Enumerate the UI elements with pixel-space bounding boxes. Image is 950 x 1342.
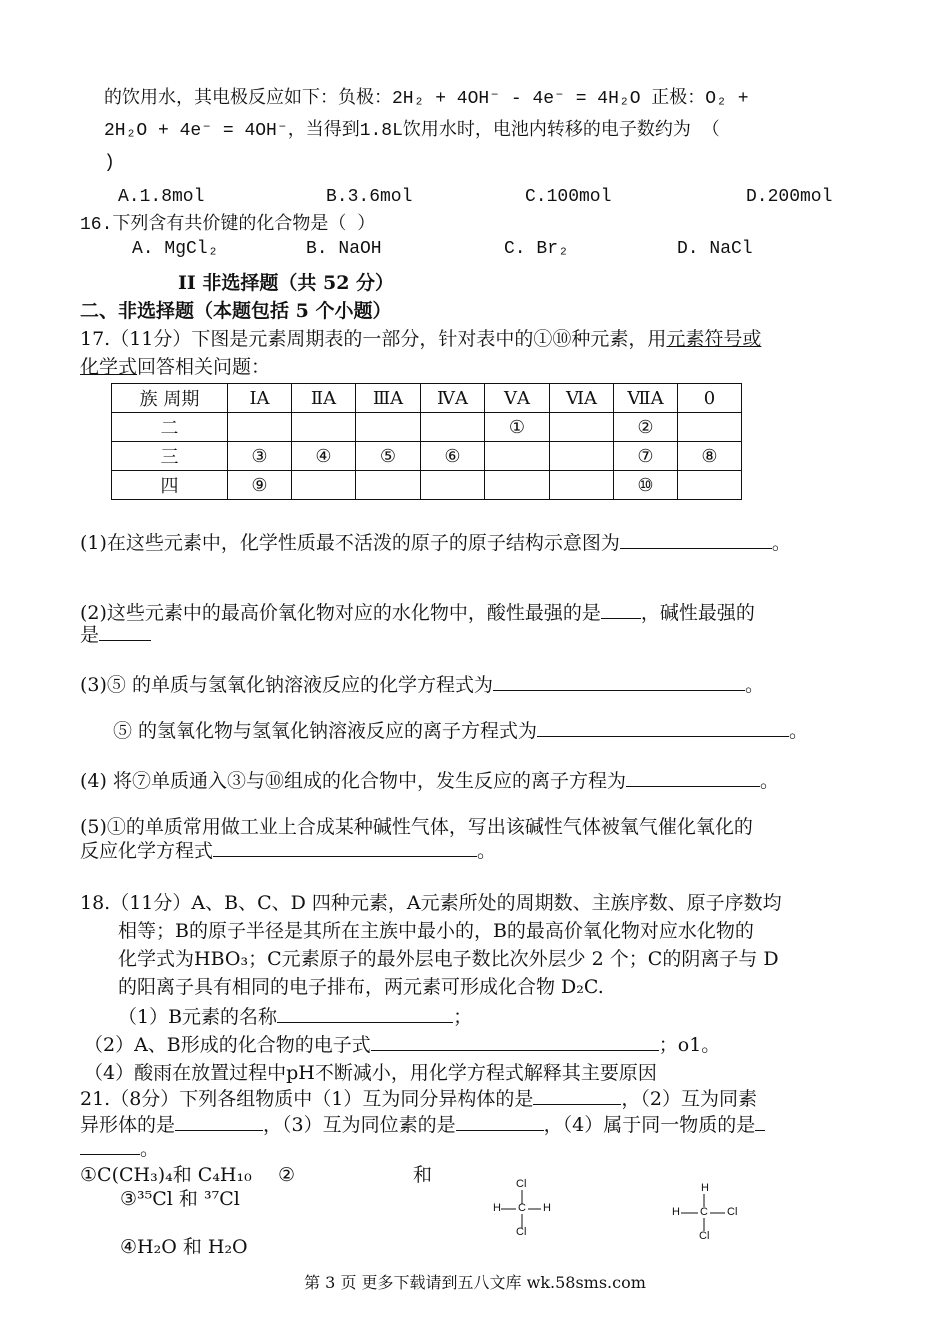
molecule-2-atom-top: H	[701, 1182, 709, 1194]
answer-blank[interactable]	[601, 600, 641, 619]
q21-item1: ①C(CH₃)₄和 C₄H₁₀	[80, 1164, 252, 1186]
q17-part3	[80, 672, 764, 698]
table-cell: 三	[112, 442, 228, 471]
table-cell: 二	[112, 413, 228, 442]
q15-option-a: A.1.8mol	[118, 187, 205, 207]
q17-part3b-text: ⑤ 的氢氧化物与氢氧化钠溶液反应的离子方程式为	[113, 720, 538, 742]
periodic-table	[111, 383, 742, 500]
q17-part1	[80, 530, 791, 556]
q17-part3b-end: 。	[789, 720, 809, 742]
table-header-cell: ⅥA	[550, 384, 614, 413]
table-cell	[485, 442, 550, 471]
page-footer: 第 3 页 更多下载请到五八文库 wk.58sms.com	[304, 1273, 646, 1292]
section-title: II 非选择题（共 52 分）	[178, 272, 395, 294]
q21-text1: 21.（8分）下列各组物质中（1）互为同分异构体的是	[80, 1088, 534, 1110]
table-header-cell: ⅣA	[421, 384, 485, 413]
q17-part3-end: 。	[744, 674, 764, 696]
answer-blank[interactable]	[371, 1032, 659, 1051]
q21-item2: ②	[278, 1164, 296, 1186]
q17-part5-line2	[80, 838, 496, 864]
table-cell	[228, 413, 292, 442]
q15-option-b: B.3.6mol	[326, 187, 413, 207]
q18-sub2-end: ；o1。	[658, 1034, 721, 1056]
table-header-cell: 0	[678, 384, 742, 413]
table-header-cell: ⅠA	[228, 384, 292, 413]
q17-stem-underline1: 元素符号或	[666, 328, 762, 350]
table-cell: ⑥	[421, 442, 485, 471]
molecule-1-atom-center: C	[518, 1202, 526, 1214]
table-cell	[421, 471, 485, 500]
table-row	[112, 442, 742, 471]
table-cell	[550, 413, 614, 442]
q16-option-b: B. NaOH	[306, 239, 382, 259]
q17-stem-b: 回答相关问题：	[137, 356, 271, 378]
molecule-1-atom-left: H	[493, 1202, 501, 1214]
q18-line4: 的阳离子具有相同的电子排布，两元素可形成化合物 D₂C.	[118, 976, 604, 998]
answer-blank[interactable]	[537, 718, 789, 737]
q21-text2: ，（2）互为同素	[621, 1088, 757, 1110]
molecule-2-atom-left: H	[672, 1206, 680, 1218]
answer-blank[interactable]	[533, 1086, 621, 1105]
table-cell	[550, 471, 614, 500]
q18-line3: 化学式为HBO₃；C元素原子的最外层电子数比次外层少 2 个；C的阴离子与 D	[118, 948, 779, 970]
q17-part1-text: (1)在这些元素中，化学性质最不活泼的原子的原子结构示意图为	[80, 532, 620, 554]
table-cell	[292, 413, 356, 442]
table-cell	[292, 471, 356, 500]
molecule-2-atom-right: Cl	[727, 1206, 738, 1218]
table-header-cell: ⅦA	[614, 384, 678, 413]
q21-line1	[80, 1086, 757, 1112]
q16-option-c: C. Br₂	[504, 239, 569, 259]
q21-text4: ，（3）互为同位素的是	[263, 1114, 456, 1136]
q21-item3: ③³⁵Cl 和 ³⁷Cl	[120, 1188, 240, 1210]
q17-stem-underline2: 化学式	[80, 356, 138, 378]
q18-sub1-text: （1）B元素的名称	[118, 1006, 278, 1028]
q16-stem: 16.下列含有共价键的化合物是（ ）	[80, 215, 376, 235]
table-cell: ⑩	[614, 471, 678, 500]
q17-part2-text2: ，碱性最强的	[640, 602, 755, 624]
q17-part5-end: 。	[477, 840, 497, 862]
table-cell: 四	[112, 471, 228, 500]
q18-sub2	[84, 1032, 720, 1058]
q17-part2-line1	[80, 600, 755, 626]
q17-part5-line1: (5)①的单质常用做工业上合成某种碱性气体，写出该碱性气体被氧气催化氧化的	[80, 816, 753, 838]
table-row	[112, 413, 742, 442]
q16-option-d: D. NaCl	[677, 239, 753, 259]
q21-and: 和	[413, 1164, 433, 1186]
q15-option-c: C.100mol	[525, 187, 612, 207]
table-header-cell: 族 周期	[112, 384, 228, 413]
answer-blank[interactable]	[620, 530, 772, 549]
molecule-1-atom-top: Cl	[516, 1178, 527, 1190]
table-cell	[678, 471, 742, 500]
q18-line1: 18.（11分）A、B、C、D 四种元素，A元素所处的周期数、主族序数、原子序数均	[80, 892, 782, 914]
q17-part2-line2	[80, 622, 151, 648]
q21-text3: 异形体的是	[80, 1114, 176, 1136]
table-cell	[356, 413, 421, 442]
q21-line2	[80, 1112, 765, 1138]
table-cell	[678, 413, 742, 442]
q18-sub1-end: ；	[453, 1006, 473, 1028]
q18-sub1	[118, 1004, 472, 1030]
q18-sub2-text: （2）A、B形成的化合物的电子式	[84, 1034, 371, 1056]
q21-text6: 。	[140, 1138, 160, 1160]
table-cell	[356, 471, 421, 500]
q15-line3: )	[104, 153, 115, 173]
answer-blank[interactable]	[99, 622, 151, 641]
q17-part2-text: (2)这些元素中的最高价氧化物对应的水化物中，酸性最强的是	[80, 602, 601, 624]
table-cell: ⑧	[678, 442, 742, 471]
table-cell: ⑨	[228, 471, 292, 500]
q17-part4-text: (4) 将⑦单质通入③与⑩组成的化合物中，发生反应的离子方程为	[80, 770, 626, 792]
molecule-1-atom-right: H	[543, 1202, 551, 1214]
q17-part4-end: 。	[759, 770, 779, 792]
section-subtitle: 二、非选择题（本题包括 5 个小题）	[80, 300, 392, 322]
answer-blank[interactable]	[175, 1112, 263, 1131]
table-cell: ①	[485, 413, 550, 442]
q16-option-a: A. MgCl₂	[132, 239, 219, 259]
q17-part2-text3: 是	[80, 624, 100, 646]
answer-blank[interactable]	[80, 1136, 140, 1155]
molecule-1-atom-bottom: Cl	[516, 1226, 527, 1238]
q21-line3	[80, 1136, 159, 1162]
q17-part5-text: 反应化学方程式	[80, 840, 214, 862]
table-header-row	[112, 384, 742, 413]
answer-blank[interactable]	[456, 1112, 544, 1131]
q17-stem-line1	[80, 326, 761, 352]
table-header-cell: ⅤA	[485, 384, 550, 413]
answer-blank[interactable]	[755, 1112, 765, 1131]
molecule-2-atom-bottom: Cl	[699, 1230, 710, 1242]
answer-blank[interactable]	[493, 672, 745, 691]
answer-blank[interactable]	[213, 838, 477, 857]
table-header-cell: ⅡA	[292, 384, 356, 413]
q15-line1: 的饮用水，其电极反应如下：负极：2H₂ + 4OH⁻ - 4e⁻ = 4H₂O 正极：O₂ +	[104, 89, 749, 109]
q17-part3b	[113, 718, 808, 744]
table-row	[112, 471, 742, 500]
table-cell	[485, 471, 550, 500]
table-cell: ③	[228, 442, 292, 471]
table-cell: ⑤	[356, 442, 421, 471]
q17-stem-a: 17.（11分）下图是元素周期表的一部分，针对表中的①⑩种元素，用	[80, 328, 667, 350]
q17-part4	[80, 768, 779, 794]
table-cell: ②	[614, 413, 678, 442]
q18-line2: 相等；B的原子半径是其所在主族中最小的，B的最高价氧化物对应水化物的	[118, 920, 754, 942]
table-header-cell: ⅢA	[356, 384, 421, 413]
table-cell	[550, 442, 614, 471]
q17-stem-line2	[80, 354, 270, 380]
q21-text5: ，（4）属于同一物质的是	[543, 1114, 756, 1136]
q17-part1-end: 。	[771, 532, 791, 554]
q18-sub4: （4）酸雨在放置过程中pH不断减小，用化学方程式解释其主要原因	[84, 1062, 657, 1084]
table-cell	[421, 413, 485, 442]
answer-blank[interactable]	[626, 768, 760, 787]
answer-blank[interactable]	[277, 1004, 453, 1023]
table-cell: ⑦	[614, 442, 678, 471]
table-cell: ④	[292, 442, 356, 471]
q15-option-d: D.200mol	[746, 187, 833, 207]
molecule-2-atom-center: C	[700, 1206, 708, 1218]
q17-part3-text: (3)⑤ 的单质与氢氧化钠溶液反应的化学方程式为	[80, 674, 493, 696]
q15-line2: 2H₂O + 4e⁻ = 4OH⁻，当得到1.8L饮用水时，电池内转移的电子数约为 （	[104, 121, 720, 141]
q21-item4: ④H₂O 和 H₂O	[120, 1236, 248, 1258]
